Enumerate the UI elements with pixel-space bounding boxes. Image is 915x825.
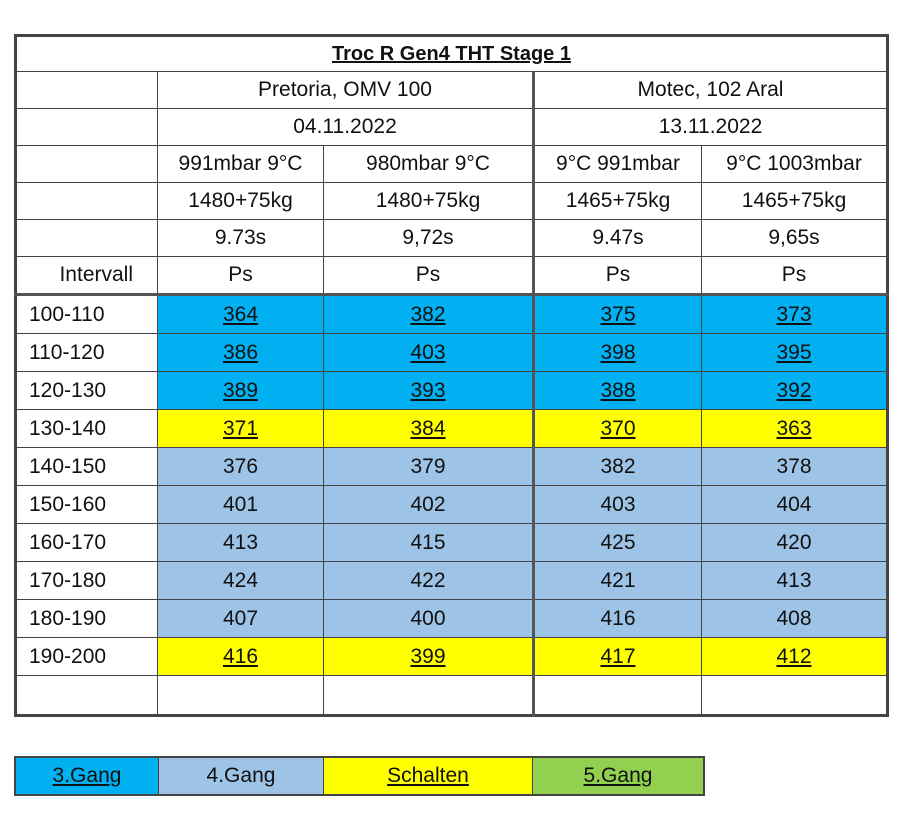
group-date-1: 04.11.2022: [158, 109, 534, 146]
power-value: 413: [158, 524, 324, 562]
empty-cell: [16, 183, 158, 220]
power-value: 420: [702, 524, 888, 562]
power-value: 408: [702, 600, 888, 638]
power-value: 382: [324, 295, 534, 334]
unit-header: Ps: [534, 257, 702, 295]
interval-label: 160-170: [16, 524, 158, 562]
power-value: 422: [324, 562, 534, 600]
power-value: 376: [158, 448, 324, 486]
table-row: [16, 524, 888, 562]
power-value: 392: [702, 372, 888, 410]
power-value: 416: [534, 600, 702, 638]
power-value: 412: [702, 638, 888, 676]
power-value: 401: [158, 486, 324, 524]
power-value: 364: [158, 295, 324, 334]
interval-label: 130-140: [16, 410, 158, 448]
run-weight: 1480+75kg: [158, 183, 324, 220]
empty-cell: [16, 676, 158, 716]
power-value: 416: [158, 638, 324, 676]
empty-cell: [702, 676, 888, 716]
run-weight: 1480+75kg: [324, 183, 534, 220]
power-value: 395: [702, 334, 888, 372]
run-conditions: 980mbar 9°C: [324, 146, 534, 183]
gear-legend: [14, 756, 705, 796]
empty-cell: [158, 676, 324, 716]
power-value: 386: [158, 334, 324, 372]
power-table: [14, 34, 889, 717]
power-value: 371: [158, 410, 324, 448]
power-value: 393: [324, 372, 534, 410]
legend-gear4: 4.Gang: [159, 757, 324, 795]
empty-cell: [324, 676, 534, 716]
power-value: 375: [534, 295, 702, 334]
table-row: [16, 372, 888, 410]
interval-label: 140-150: [16, 448, 158, 486]
empty-cell: [16, 220, 158, 257]
interval-header: Intervall: [16, 257, 158, 295]
run-conditions: 9°C 991mbar: [534, 146, 702, 183]
interval-label: 150-160: [16, 486, 158, 524]
power-value: 382: [534, 448, 702, 486]
empty-cell: [16, 146, 158, 183]
power-value: 404: [702, 486, 888, 524]
power-value: 388: [534, 372, 702, 410]
run-conditions: 991mbar 9°C: [158, 146, 324, 183]
interval-label: 110-120: [16, 334, 158, 372]
power-value: 399: [324, 638, 534, 676]
power-value: 425: [534, 524, 702, 562]
empty-cell: [534, 676, 702, 716]
table-row: [16, 486, 888, 524]
interval-label: 190-200: [16, 638, 158, 676]
table-row: [16, 448, 888, 486]
table-row: [16, 638, 888, 676]
power-value: 370: [534, 410, 702, 448]
run-time: 9,72s: [324, 220, 534, 257]
empty-cell: [16, 72, 158, 109]
power-value: 403: [534, 486, 702, 524]
power-value: 373: [702, 295, 888, 334]
interval-label: 180-190: [16, 600, 158, 638]
unit-header: Ps: [158, 257, 324, 295]
power-value: 363: [702, 410, 888, 448]
table-row: [16, 600, 888, 638]
legend-gear5: 5.Gang: [533, 757, 705, 795]
interval-label: 100-110: [16, 295, 158, 334]
power-value: 384: [324, 410, 534, 448]
power-value: 378: [702, 448, 888, 486]
group-location-1: Pretoria, OMV 100: [158, 72, 534, 109]
run-weight: 1465+75kg: [702, 183, 888, 220]
legend-shift: Schalten: [324, 757, 533, 795]
power-value: 402: [324, 486, 534, 524]
data-rows: [16, 295, 888, 676]
unit-header: Ps: [702, 257, 888, 295]
power-value: 403: [324, 334, 534, 372]
group-location-2: Motec, 102 Aral: [534, 72, 888, 109]
unit-header: Ps: [324, 257, 534, 295]
power-value: 424: [158, 562, 324, 600]
power-value: 389: [158, 372, 324, 410]
power-value: 398: [534, 334, 702, 372]
run-time: 9,65s: [702, 220, 888, 257]
empty-cell: [16, 109, 158, 146]
run-conditions: 9°C 1003mbar: [702, 146, 888, 183]
run-time: 9.47s: [534, 220, 702, 257]
power-value: 400: [324, 600, 534, 638]
table-title: Troc R Gen4 THT Stage 1: [16, 36, 888, 72]
power-value: 417: [534, 638, 702, 676]
power-value: 379: [324, 448, 534, 486]
interval-label: 120-130: [16, 372, 158, 410]
run-time: 9.73s: [158, 220, 324, 257]
table-row: [16, 295, 888, 334]
power-value: 407: [158, 600, 324, 638]
power-value: 415: [324, 524, 534, 562]
table-row: [16, 334, 888, 372]
run-weight: 1465+75kg: [534, 183, 702, 220]
power-value: 421: [534, 562, 702, 600]
table-row: [16, 562, 888, 600]
power-value: 413: [702, 562, 888, 600]
group-date-2: 13.11.2022: [534, 109, 888, 146]
table-row: [16, 410, 888, 448]
interval-label: 170-180: [16, 562, 158, 600]
legend-gear3: 3.Gang: [15, 757, 159, 795]
